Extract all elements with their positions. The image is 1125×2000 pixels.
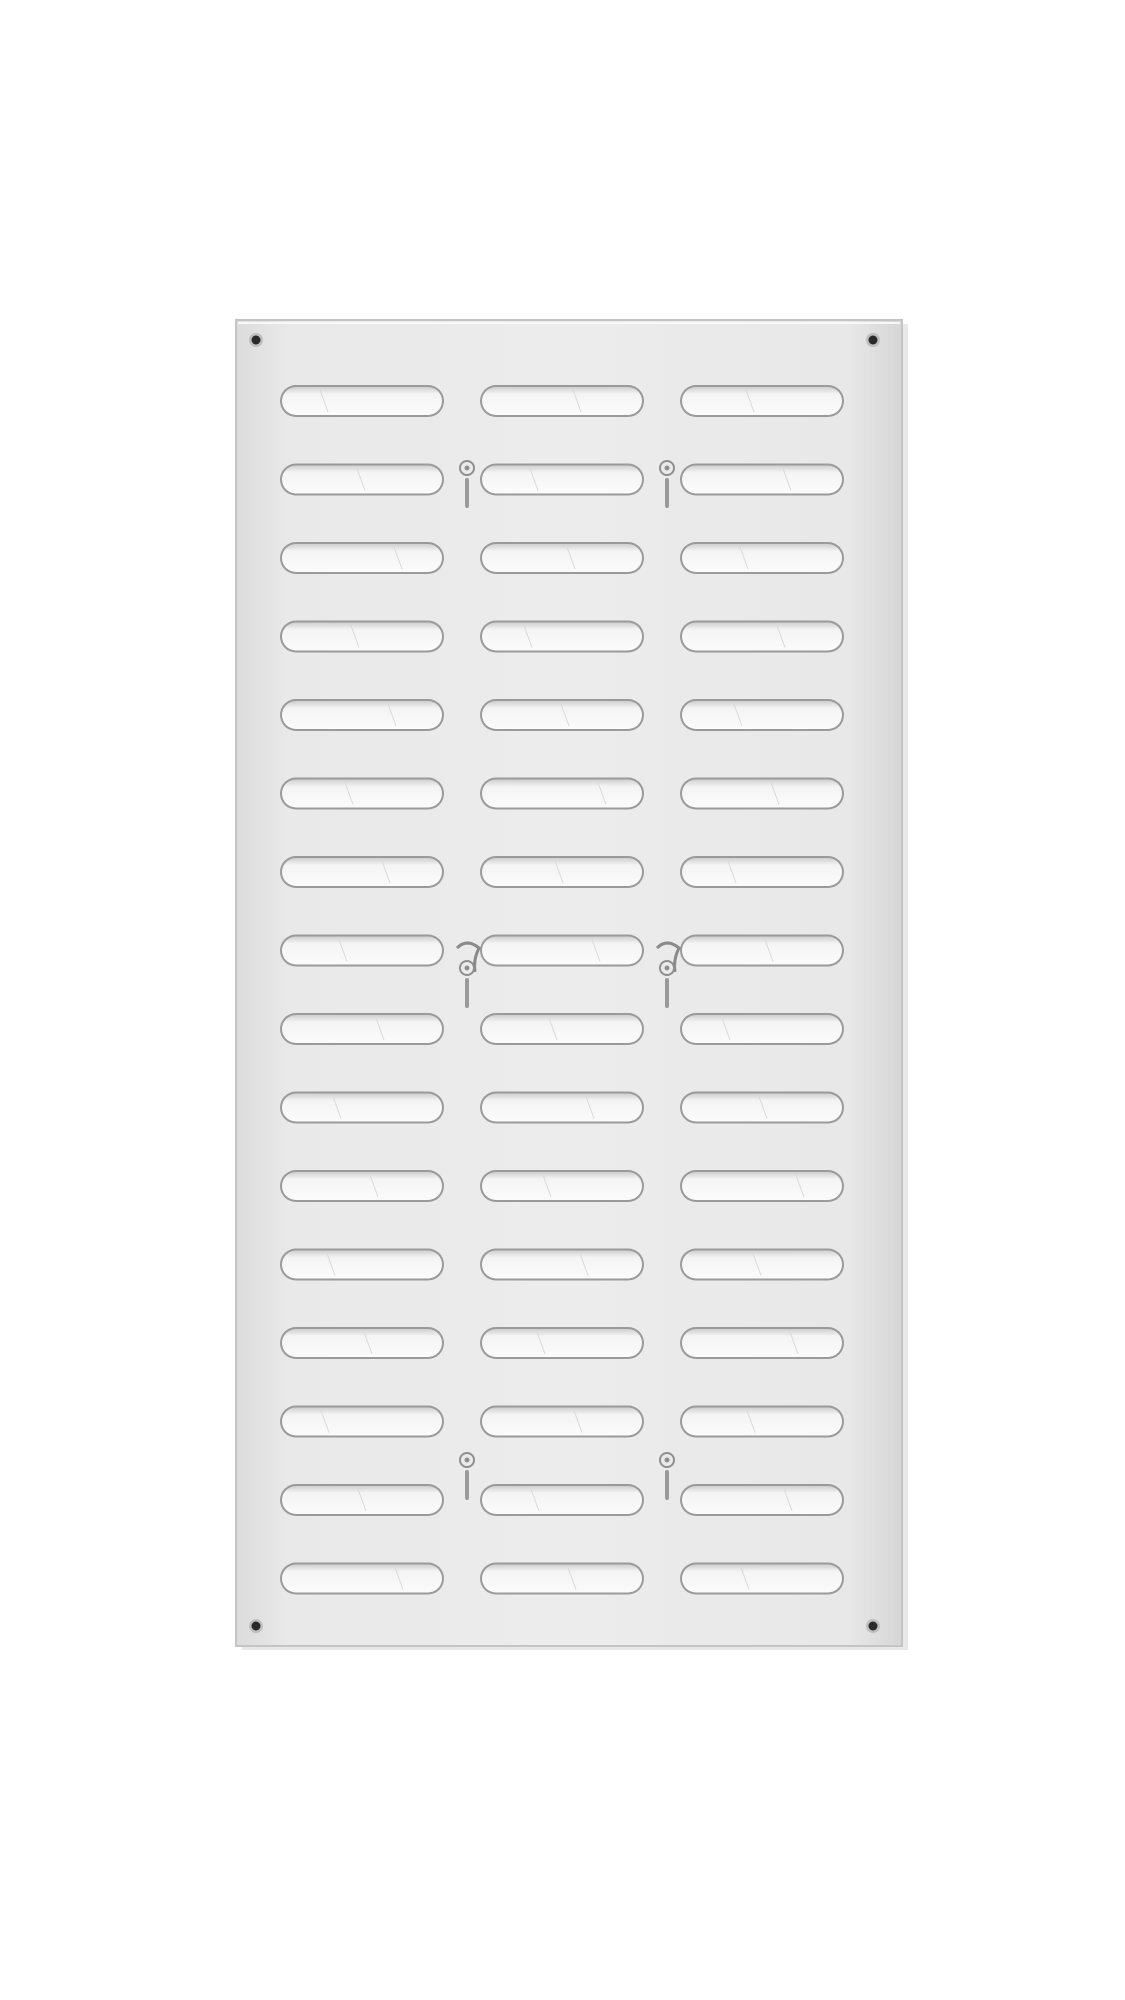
vent-slot (680, 1406, 844, 1438)
slot-opening (282, 1015, 442, 1043)
vent-slot (480, 621, 644, 653)
vent-slot (680, 856, 844, 888)
vent-slot (680, 699, 844, 731)
panel-face (236, 320, 902, 1646)
slot-opening (482, 858, 642, 886)
vent-slot (480, 1249, 644, 1281)
vent-slot (280, 1170, 444, 1202)
vent-slot (480, 856, 644, 888)
vent-slot (280, 778, 444, 810)
pin-slot (665, 978, 669, 1008)
slot-opening (682, 544, 842, 572)
pin-slot (665, 1470, 669, 1500)
slot-opening (482, 701, 642, 729)
slot-opening (682, 1408, 842, 1436)
slot-opening (682, 1251, 842, 1279)
pin-slot (465, 1470, 469, 1500)
slot-opening (482, 780, 642, 808)
pin-center (465, 966, 470, 971)
vent-slot (280, 1092, 444, 1124)
vent-slot (680, 542, 844, 574)
screw-head (252, 1622, 261, 1631)
slot-opening (482, 1251, 642, 1279)
vent-slot (280, 699, 444, 731)
slot-opening (682, 1486, 842, 1514)
vent-slot (280, 464, 444, 496)
vent-slot (280, 1563, 444, 1595)
slot-opening (282, 701, 442, 729)
slot-opening (682, 387, 842, 415)
slot-opening (682, 858, 842, 886)
slot-opening (682, 937, 842, 965)
vent-slot (480, 1563, 644, 1595)
slot-opening (482, 1015, 642, 1043)
vent-slot (480, 1092, 644, 1124)
pin-slot (665, 478, 669, 508)
vent-slot (680, 778, 844, 810)
vent-slot (280, 1484, 444, 1516)
vent-slot (480, 1484, 644, 1516)
slot-opening (482, 1408, 642, 1436)
vent-slot (480, 699, 644, 731)
pin-center (465, 466, 470, 471)
vent-slot (280, 621, 444, 653)
slot-opening (682, 1172, 842, 1200)
vent-slot (480, 1170, 644, 1202)
vent-slot (680, 1484, 844, 1516)
vent-slot (680, 1327, 844, 1359)
vent-slot (480, 464, 644, 496)
slot-opening (482, 387, 642, 415)
vent-slot (680, 621, 844, 653)
pin-center (665, 966, 670, 971)
pin-center (465, 1458, 470, 1463)
slot-opening (282, 858, 442, 886)
slot-opening (282, 1408, 442, 1436)
slot-opening (682, 1329, 842, 1357)
vent-slot (680, 464, 844, 496)
vent-slot (680, 935, 844, 967)
pin-slot (465, 478, 469, 508)
screw-head (252, 336, 261, 345)
slot-opening (282, 466, 442, 494)
slot-opening (482, 1094, 642, 1122)
slot-opening (482, 1565, 642, 1593)
slot-opening (282, 387, 442, 415)
vent-slot (480, 1013, 644, 1045)
slot-opening (282, 623, 442, 651)
grille-panel (236, 320, 908, 1650)
slot-opening (282, 1172, 442, 1200)
slot-opening (282, 780, 442, 808)
slot-opening (482, 466, 642, 494)
vent-slot (280, 385, 444, 417)
vent-slot (680, 1170, 844, 1202)
slot-opening (482, 1329, 642, 1357)
vent-slot (480, 778, 644, 810)
slot-opening (282, 544, 442, 572)
slot-opening (682, 701, 842, 729)
vent-slot (280, 542, 444, 574)
slot-opening (482, 544, 642, 572)
vent-slot (280, 1327, 444, 1359)
slot-opening (482, 1486, 642, 1514)
slot-opening (482, 623, 642, 651)
vent-slot (480, 542, 644, 574)
slot-opening (682, 780, 842, 808)
vent-slot (280, 1013, 444, 1045)
vent-slot (680, 1013, 844, 1045)
slot-opening (282, 937, 442, 965)
slot-opening (282, 1565, 442, 1593)
vent-slot (680, 385, 844, 417)
slot-opening (482, 1172, 642, 1200)
vent-slot (680, 1092, 844, 1124)
screw-head (869, 1622, 878, 1631)
vent-slot (480, 385, 644, 417)
slot-opening (282, 1329, 442, 1357)
slot-opening (682, 1094, 842, 1122)
slot-opening (282, 1094, 442, 1122)
vent-slot (480, 1406, 644, 1438)
pin-center (665, 466, 670, 471)
pin-center (665, 1458, 670, 1463)
slot-opening (682, 1565, 842, 1593)
vent-slot (280, 1249, 444, 1281)
slot-opening (682, 623, 842, 651)
pin-slot (465, 978, 469, 1008)
slot-opening (282, 1251, 442, 1279)
vent-slot (480, 1327, 644, 1359)
vent-slot (280, 1406, 444, 1438)
vent-slot (680, 1249, 844, 1281)
slot-opening (682, 1015, 842, 1043)
screw-head (869, 336, 878, 345)
slot-opening (682, 466, 842, 494)
vent-slot (680, 1563, 844, 1595)
vent-slot (280, 935, 444, 967)
vent-slot (280, 856, 444, 888)
slot-opening (482, 937, 642, 965)
vent-slot (480, 935, 644, 967)
